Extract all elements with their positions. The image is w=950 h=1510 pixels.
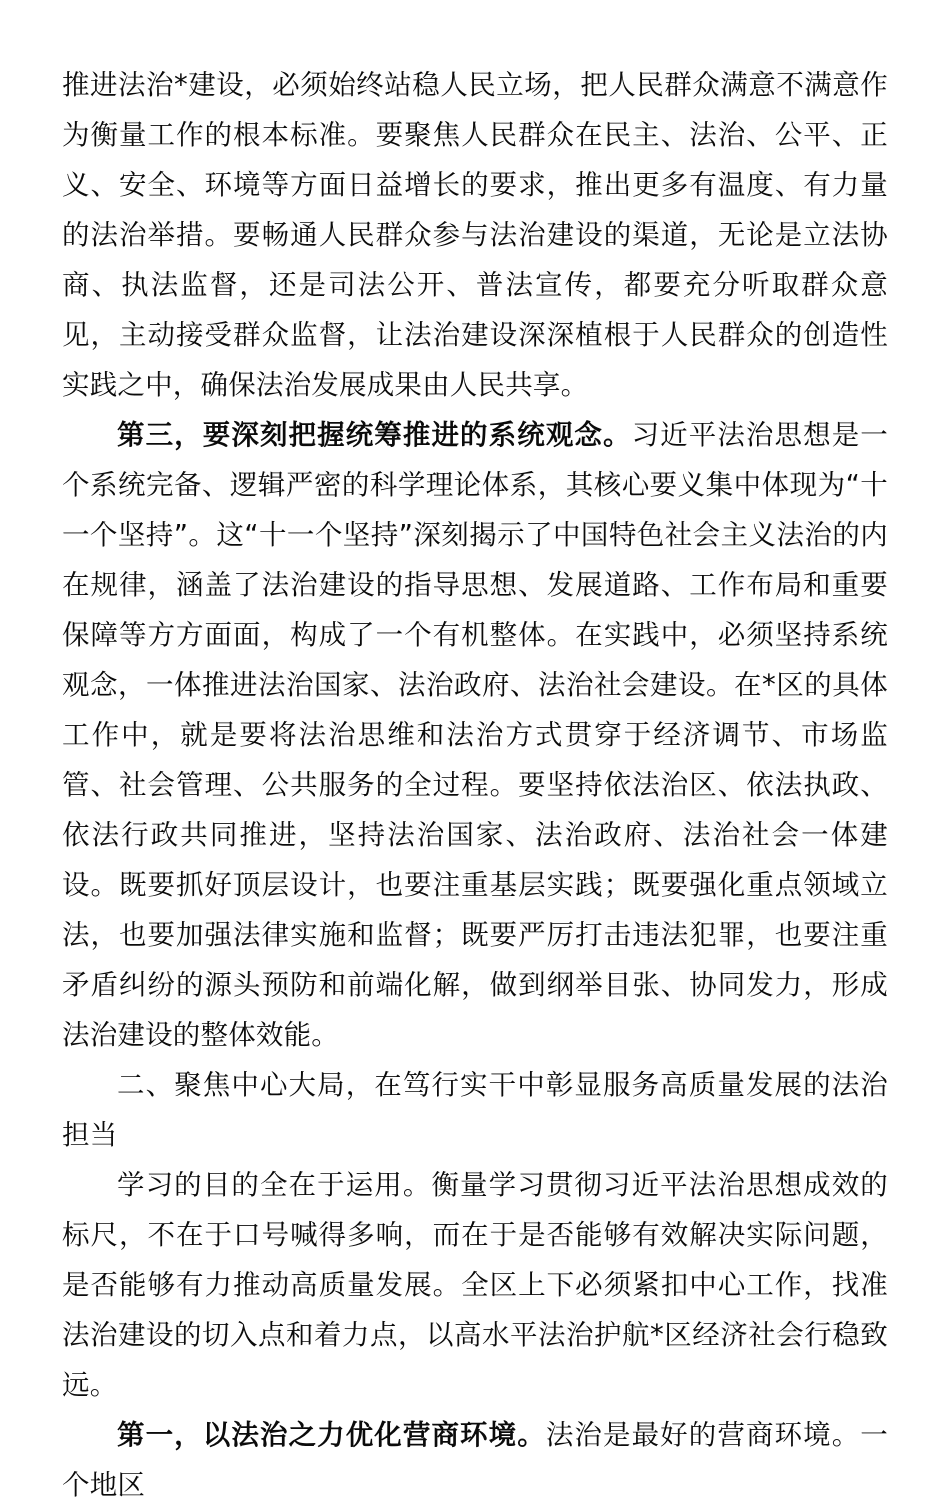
- paragraph-3-text: 二、聚焦中心大局，在笃行实干中彰显服务高质量发展的法治担当: [62, 1069, 888, 1151]
- paragraph-5: [62, 1410, 888, 1510]
- document-body: [62, 60, 888, 1510]
- paragraph-4: [62, 1160, 888, 1410]
- paragraph-4-text: 学习的目的全在于运用。衡量学习贯彻习近平法治思想成效的标尺，不在于口号喊得多响，而在于是否能够有效解决实际问题，是否能够有力推动高质量发展。全区上下必须紧扣中心工作，找准法治建设的切入点和着力点，以高水平法治护航*区经济社会行稳致远。: [62, 1169, 888, 1401]
- paragraph-1: [62, 60, 888, 410]
- paragraph-5-lead: 第一，以法治之力优化营商环境。: [117, 1419, 546, 1451]
- paragraph-3-heading: [62, 1060, 888, 1160]
- paragraph-5-text: 法治是最好的营商环境。一个地区: [62, 1419, 888, 1501]
- paragraph-2-lead: 第三，要深刻把握统筹推进的系统观念。: [117, 419, 632, 451]
- paragraph-2: [62, 410, 888, 1060]
- paragraph-2-text: 习近平法治思想是一个系统完备、逻辑严密的科学理论体系，其核心要义集中体现为“十一个坚持”。这“十一个坚持”深刻揭示了中国特色社会主义法治的内在规律，涵盖了法治建设的指导思想、发展道路、工作布局和重要保障等方方面面，构成了一个有机整体。在实践中，必须坚持系统观念，一体推进法治国家、法治政府、法治社会建设。在*区的具体工作中，就是要将法治思维和法治方式贯穿于经济调节、市场监管、社会管理、公共服务的全过程。要坚持依法治区、依法执政、依法行政共同推进，坚持法治国家、法治政府、法治社会一体建设。既要抓好顶层设计，也要注重基层实践；既要强化重点领域立法，也要加强法律实施和监督；既要严厉打击违法犯罪，也要注重矛盾纠纷的源头预防和前端化解，做到纲举目张、协同发力，形成法治建设的整体效能。: [62, 419, 888, 1051]
- paragraph-1-text: 推进法治*建设，必须始终站稳人民立场，把人民群众满意不满意作为衡量工作的根本标准。要聚焦人民群众在民主、法治、公平、正义、安全、环境等方面日益增长的要求，推出更多有温度、有力量的法治举措。要畅通人民群众参与法治建设的渠道，无论是立法协商、执法监督，还是司法公开、普法宣传，都要充分听取群众意见，主动接受群众监督，让法治建设深深植根于人民群众的创造性实践之中，确保法治发展成果由人民共享。: [62, 69, 888, 401]
